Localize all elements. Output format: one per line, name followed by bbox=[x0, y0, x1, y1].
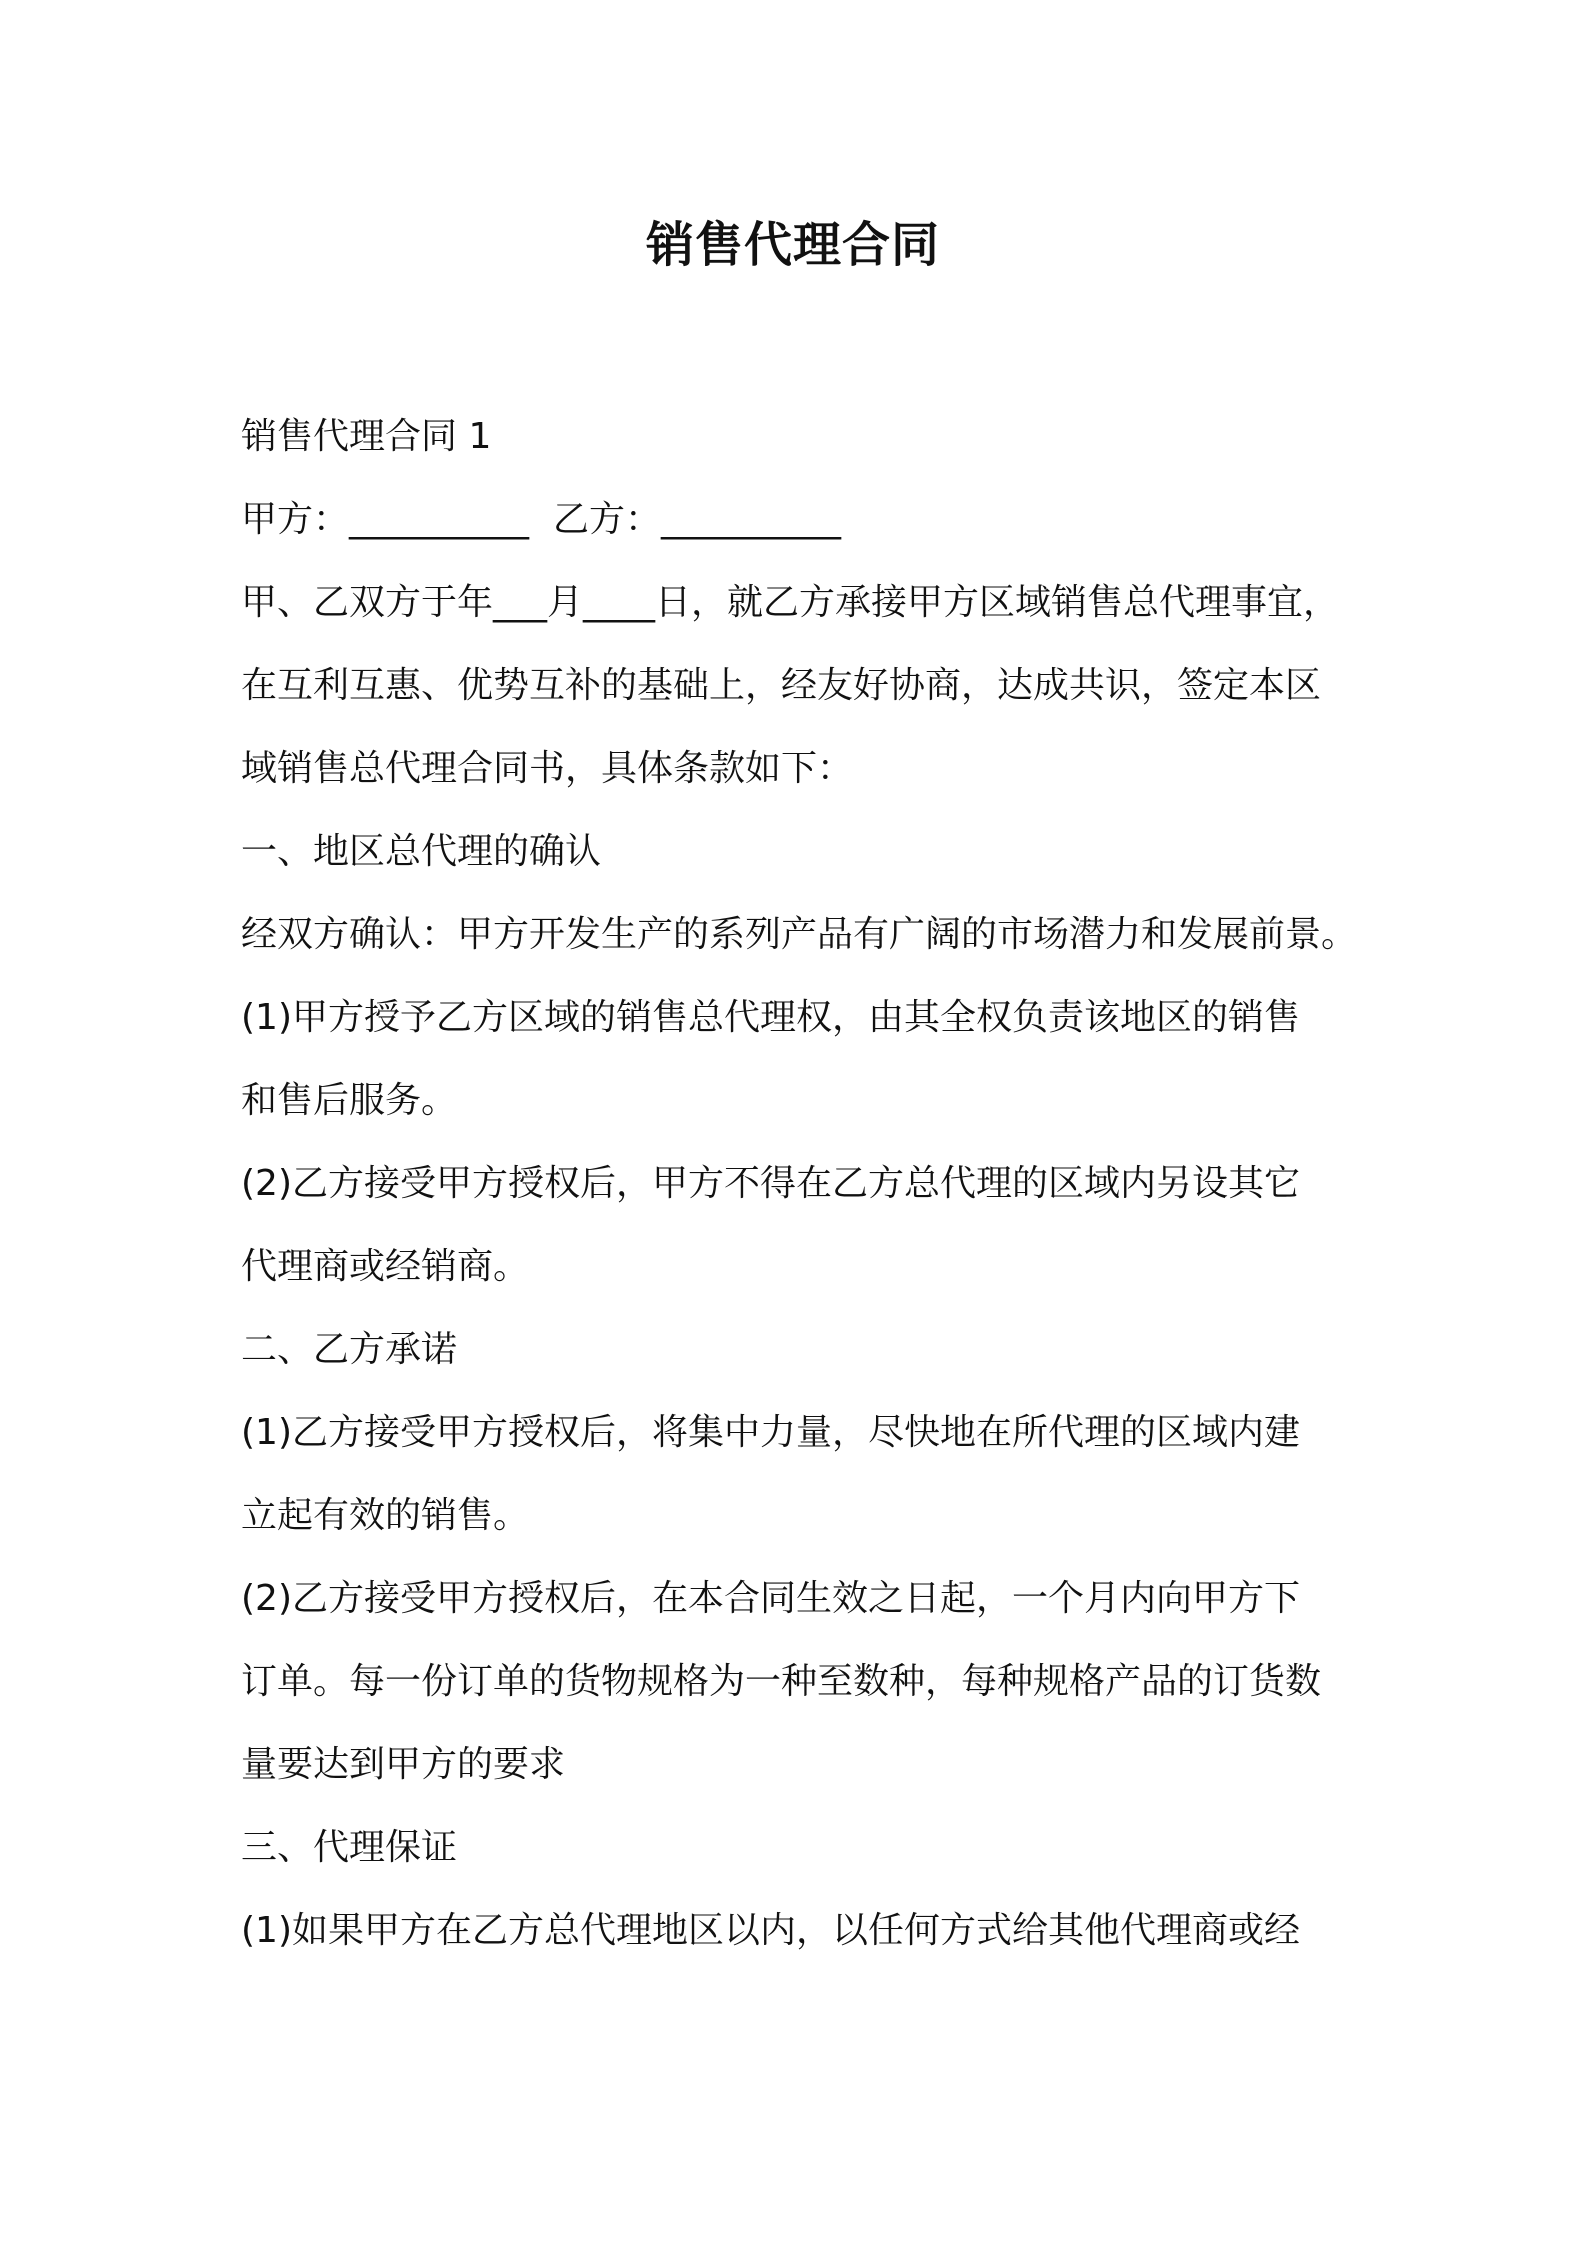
body-line: 经双方确认：甲方开发生产的系列产品有广阔的市场潜力和发展前景。 bbox=[241, 914, 1358, 955]
party-a-label: 甲方： bbox=[241, 499, 350, 540]
contract-subtitle: 销售代理合同 1 bbox=[241, 416, 492, 457]
body-line: 和售后服务。 bbox=[241, 1080, 458, 1121]
body-line: 量要达到甲方的要求 bbox=[241, 1744, 566, 1785]
document-title: 销售代理合同 bbox=[645, 217, 940, 273]
body-line: 代理商或经销商。 bbox=[241, 1246, 530, 1287]
body-line: 在互利互惠、优势互补的基础上，经友好协商，达成共识，签定本区 bbox=[241, 665, 1322, 706]
party-b-blank: __________ bbox=[661, 499, 842, 540]
body-line: (1)如果甲方在乙方总代理地区以内，以任何方式给其他代理商或经 bbox=[241, 1910, 1300, 1951]
body-line: (2)乙方接受甲方授权后，在本合同生效之日起，一个月内向甲方下 bbox=[241, 1578, 1300, 1619]
parties-line bbox=[241, 478, 1361, 561]
body-line: 域销售总代理合同书，具体条款如下： bbox=[241, 748, 854, 789]
section-heading: 二、乙方承诺 bbox=[241, 1329, 458, 1370]
body-line: 甲、乙双方于年___月____日，就乙方承接甲方区域销售总代理事宜， bbox=[241, 582, 1340, 623]
document-body bbox=[241, 395, 1361, 1972]
body-line: (1)乙方接受甲方授权后，将集中力量，尽快地在所代理的区域内建 bbox=[241, 1412, 1300, 1453]
party-a-blank: __________ bbox=[349, 499, 530, 540]
body-line: (1)甲方授予乙方区域的销售总代理权，由其全权负责该地区的销售 bbox=[241, 997, 1300, 1038]
section-heading: 三、代理保证 bbox=[241, 1827, 458, 1868]
body-line: 订单。每一份订单的货物规格为一种至数种，每种规格产品的订货数 bbox=[241, 1661, 1322, 1702]
body-line: (2)乙方接受甲方授权后，甲方不得在乙方总代理的区域内另设其它 bbox=[241, 1163, 1300, 1204]
party-b-label: 乙方： bbox=[553, 499, 662, 540]
body-line: 立起有效的销售。 bbox=[241, 1495, 530, 1536]
section-heading: 一、地区总代理的确认 bbox=[241, 831, 602, 872]
